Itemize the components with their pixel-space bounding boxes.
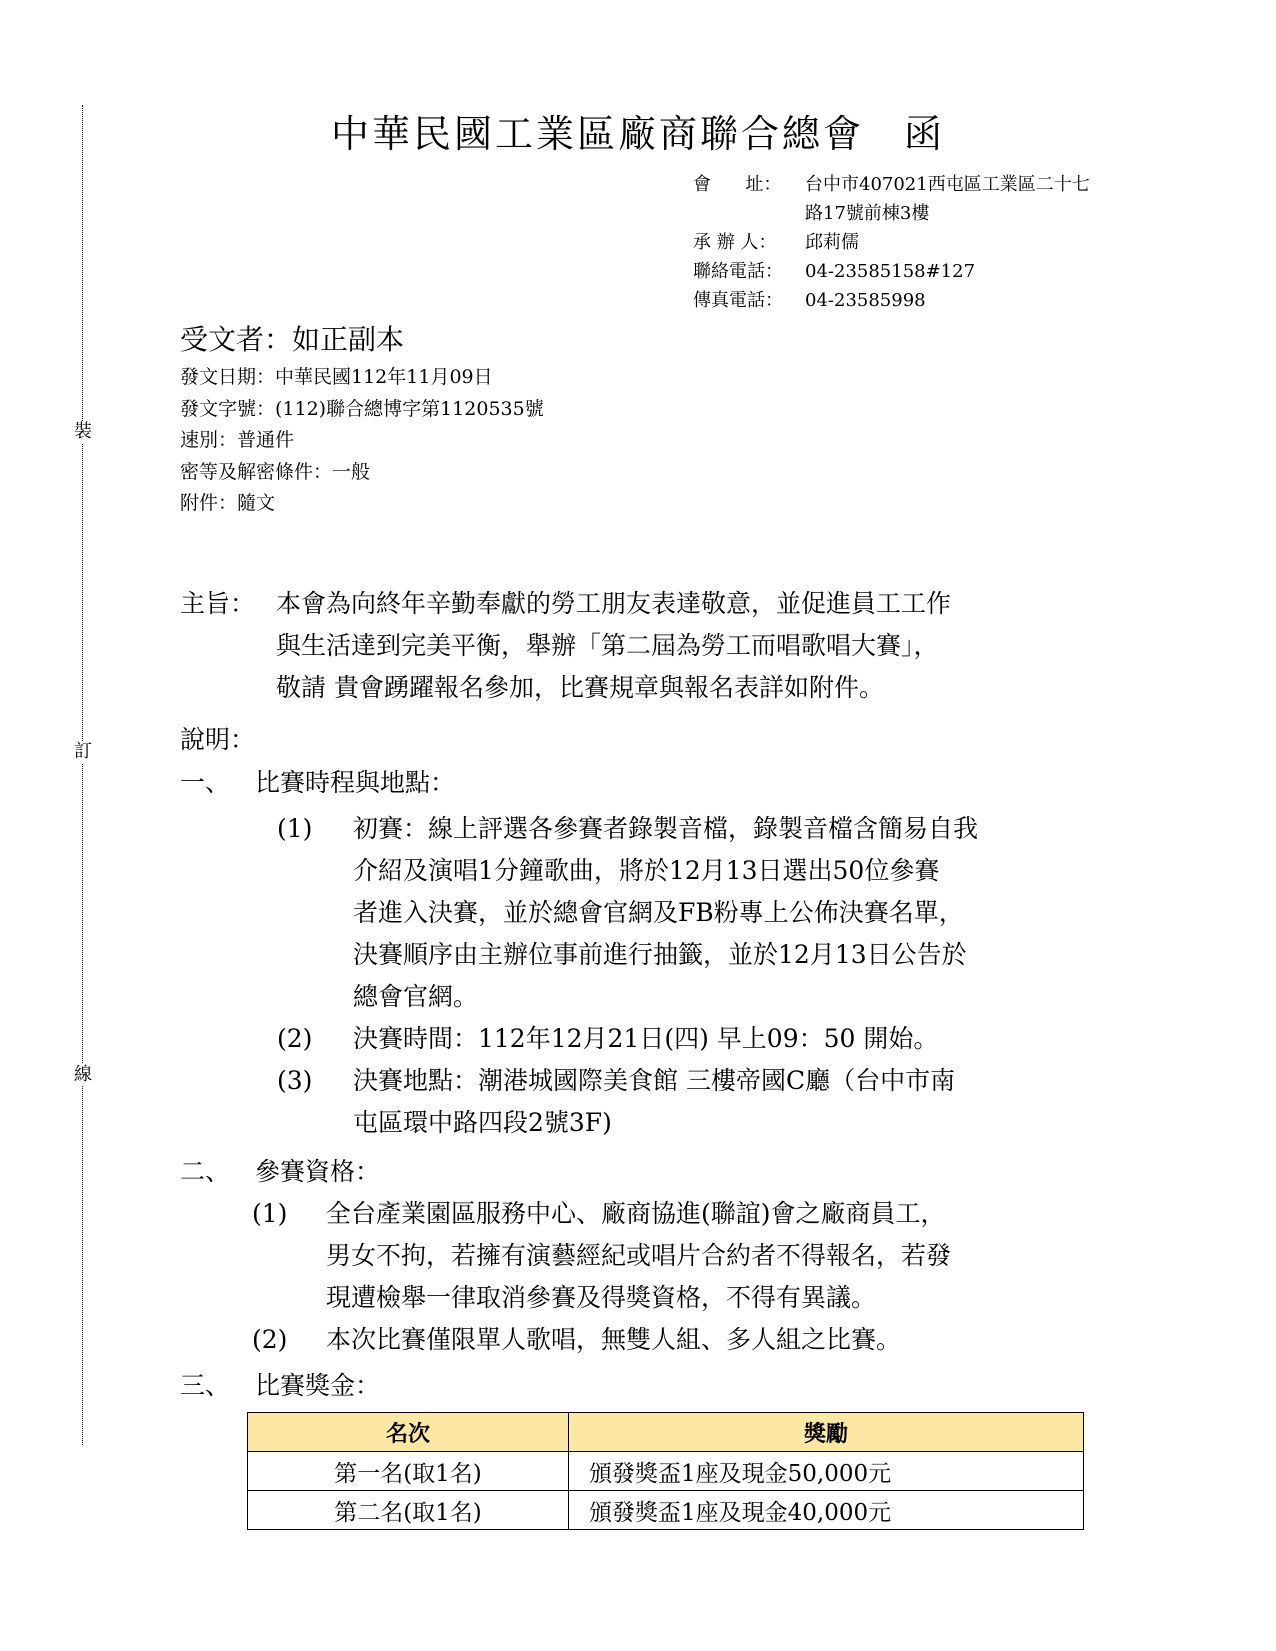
section-3-number: 三、 xyxy=(180,1371,231,1400)
section-2-title: 參賽資格： xyxy=(255,1157,381,1186)
phone-label: 聯絡電話： xyxy=(693,261,783,282)
section-2-heading xyxy=(180,1152,380,1188)
issue-date: 發文日期：中華民國112年11月09日 xyxy=(180,366,493,388)
subject-block xyxy=(180,583,1170,709)
section-2-number: 二、 xyxy=(180,1157,231,1186)
binding-label-top: 裝 xyxy=(74,421,92,442)
section-2-item-1 xyxy=(252,1193,1152,1319)
fax-label: 傳真電話： xyxy=(693,290,783,311)
item-number: (2) xyxy=(252,1325,288,1354)
binding-label-middle: 訂 xyxy=(74,741,92,762)
section-2-item-2 xyxy=(252,1319,1152,1361)
item-line: 本次比賽僅限單人歌唱，無雙人組、多人組之比賽。 xyxy=(326,1325,902,1354)
binding-label-bottom: 線 xyxy=(74,1064,92,1085)
speed-class: 速別：普通件 xyxy=(180,429,295,451)
recipient: 受文者：如正副本 xyxy=(180,323,405,356)
document-type: 函 xyxy=(904,112,946,156)
item-line: 全台產業園區服務中心、廠商協進(聯誼)會之廠商員工， xyxy=(326,1199,946,1228)
item-line: 介紹及演唱1分鐘歌曲，將於12月13日選出50位參賽 xyxy=(353,856,940,885)
reward-cell: 頒發獎盃1座及現金40,000元 xyxy=(569,1491,1084,1530)
item-line: 決賽順序由主辦位事前進行抽籤，並於12月13日公告於 xyxy=(353,940,967,969)
sender-info xyxy=(693,170,1090,315)
subject-line-2: 與生活達到完美平衡，舉辦「第二屆為勞工而唱歌唱大賽」， xyxy=(276,631,939,660)
handler-name: 邱莉儒 xyxy=(805,232,859,253)
address-line2: 路17號前棟3樓 xyxy=(805,203,930,224)
item-line: 現遭檢舉一律取消參賽及得獎資格，不得有異議。 xyxy=(326,1283,877,1312)
attachment: 附件：隨文 xyxy=(180,492,276,514)
fax-number: 04-23585998 xyxy=(805,290,926,311)
item-line: 男女不拘，若擁有演藝經紀或唱片合約者不得報名，若發 xyxy=(326,1241,952,1270)
binding-dotted-line xyxy=(82,105,83,1445)
subject-line-3: 敬請 貴會踴躍報名參加，比賽規章與報名表詳如附件。 xyxy=(276,673,884,702)
item-number: (2) xyxy=(277,1024,313,1053)
table-row xyxy=(248,1452,1084,1491)
section-1-title: 比賽時程與地點： xyxy=(255,768,456,797)
rank-cell: 第二名(取1名) xyxy=(248,1491,569,1530)
prize-table xyxy=(247,1412,1084,1530)
document-meta xyxy=(180,362,544,520)
item-line: 決賽地點：潮港城國際美食館 三樓帝國C廳（台中市南 xyxy=(353,1066,956,1095)
item-line: 初賽：線上評選各參賽者錄製音檔，錄製音檔含簡易自我 xyxy=(353,814,979,843)
reward-cell: 頒發獎盃1座及現金50,000元 xyxy=(569,1452,1084,1491)
item-line: 總會官網。 xyxy=(353,982,479,1011)
section-1-item-3 xyxy=(277,1060,1157,1144)
item-line: 者進入決賽，並於總會官網及FB粉專上公佈決賽名單， xyxy=(353,898,964,927)
section-1-number: 一、 xyxy=(180,768,231,797)
subject-label: 主旨： xyxy=(180,589,256,618)
explanation-label: 說明： xyxy=(180,725,256,754)
section-1-item-2 xyxy=(277,1018,1157,1060)
document-title xyxy=(0,103,1276,158)
table-row xyxy=(248,1491,1084,1530)
rank-cell: 第一名(取1名) xyxy=(248,1452,569,1491)
subject-line-1: 本會為向終年辛勤奉獻的勞工朋友表達敬意，並促進員工工作 xyxy=(276,589,952,618)
phone-number: 04-23585158#127 xyxy=(805,261,976,282)
section-1-heading xyxy=(180,763,455,799)
column-header-reward: 獎勵 xyxy=(569,1413,1084,1452)
section-1-item-1 xyxy=(277,808,1157,1018)
section-3-title: 比賽獎金： xyxy=(255,1371,381,1400)
address-label: 會 址： xyxy=(693,174,782,195)
item-line: 屯區環中路四段2號3F) xyxy=(353,1108,612,1137)
item-line: 決賽時間：112年12月21日(四) 早上09：50 開始。 xyxy=(353,1024,939,1053)
table-header-row xyxy=(248,1413,1084,1452)
secrecy-class: 密等及解密條件：一般 xyxy=(180,460,371,483)
column-header-rank: 名次 xyxy=(248,1413,569,1452)
address-line1: 台中市407021西屯區工業區二十七 xyxy=(805,174,1090,195)
document-number: 發文字號：(112)聯合總博字第1120535號 xyxy=(180,397,544,420)
item-number: (1) xyxy=(277,814,313,843)
section-3-heading xyxy=(180,1366,380,1402)
item-number: (3) xyxy=(277,1066,313,1095)
item-number: (1) xyxy=(252,1199,288,1228)
org-title: 中華民國工業區廠商聯合總會 xyxy=(330,112,864,156)
handler-label: 承 辦 人： xyxy=(693,232,777,253)
